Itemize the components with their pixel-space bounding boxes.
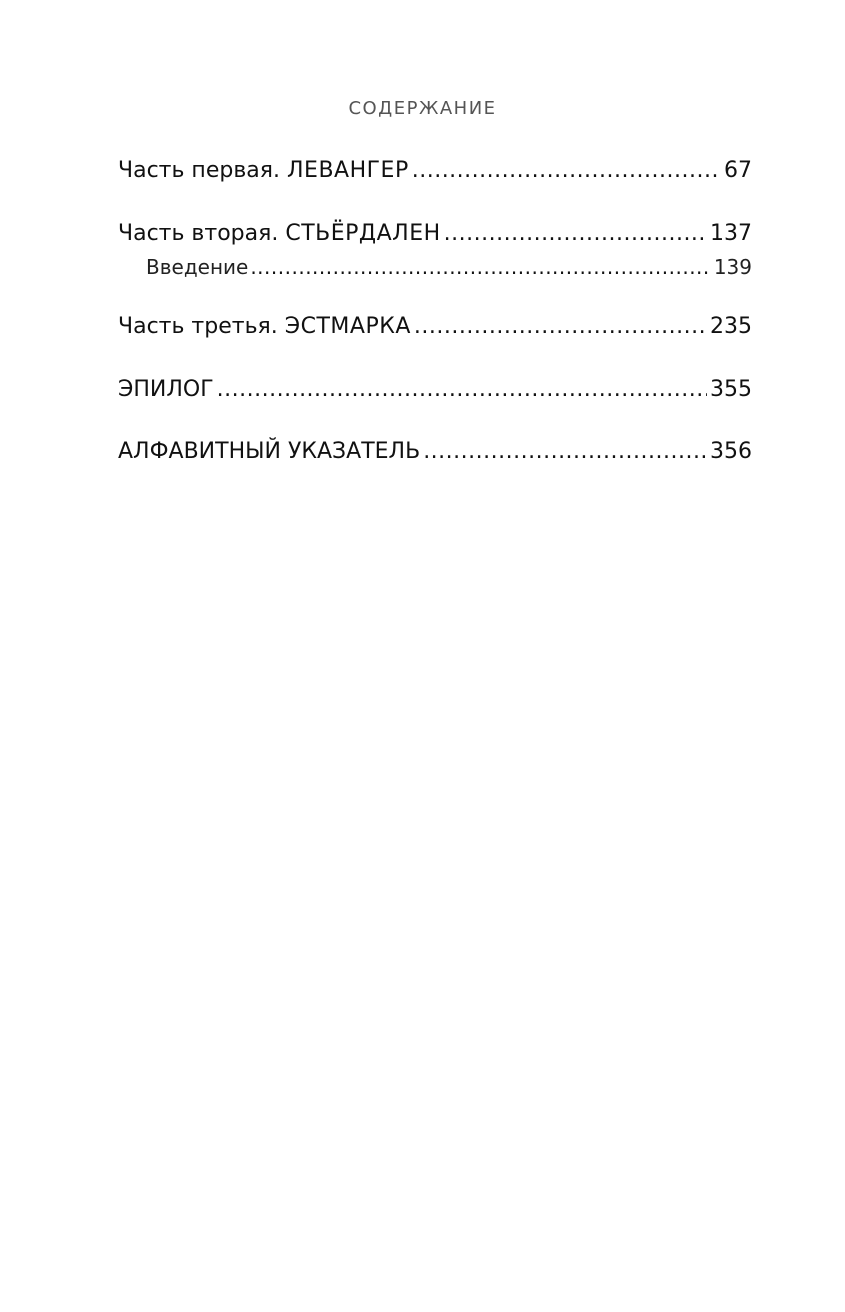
toc-heading: СОДЕРЖАНИЕ [348,98,497,119]
entry-name: ЛЕВАНГЕР [287,158,409,183]
entry-prefix: Часть вторая. [118,221,279,246]
entry-prefix: Часть третья. [118,314,278,339]
entry-name: ЭСТМАРКА [284,314,411,339]
page-number: 139 [713,255,752,279]
entry-label [118,158,409,183]
toc-entry-part-three[interactable] [118,314,752,339]
toc-entry-part-one[interactable] [118,158,752,183]
toc-entry-part-two[interactable] [118,221,752,246]
entry-label [118,314,411,339]
toc-entry-epilogue[interactable] [118,377,752,402]
entry-label: Введение [146,255,249,279]
entry-label [118,221,441,246]
page-number: 235 [710,314,752,339]
dot-leader [217,377,707,402]
toc-entry-index[interactable] [118,439,752,464]
entry-label: ЭПИЛОГ [118,377,214,402]
dot-leader [444,221,707,246]
page-number: 67 [724,158,752,183]
dot-leader [423,439,707,464]
entry-prefix: Часть первая. [118,158,280,183]
dot-leader [414,314,707,339]
page-number: 355 [710,377,752,402]
entry-label: АЛФАВИТНЫЙ УКАЗАТЕЛЬ [118,439,421,464]
entry-name: СТЬЁРДАЛЕН [285,221,441,246]
dot-leader [412,158,721,183]
page-number: 356 [710,439,752,464]
page-number: 137 [710,221,752,246]
toc-entry-introduction[interactable] [146,255,752,279]
dot-leader [250,255,710,279]
